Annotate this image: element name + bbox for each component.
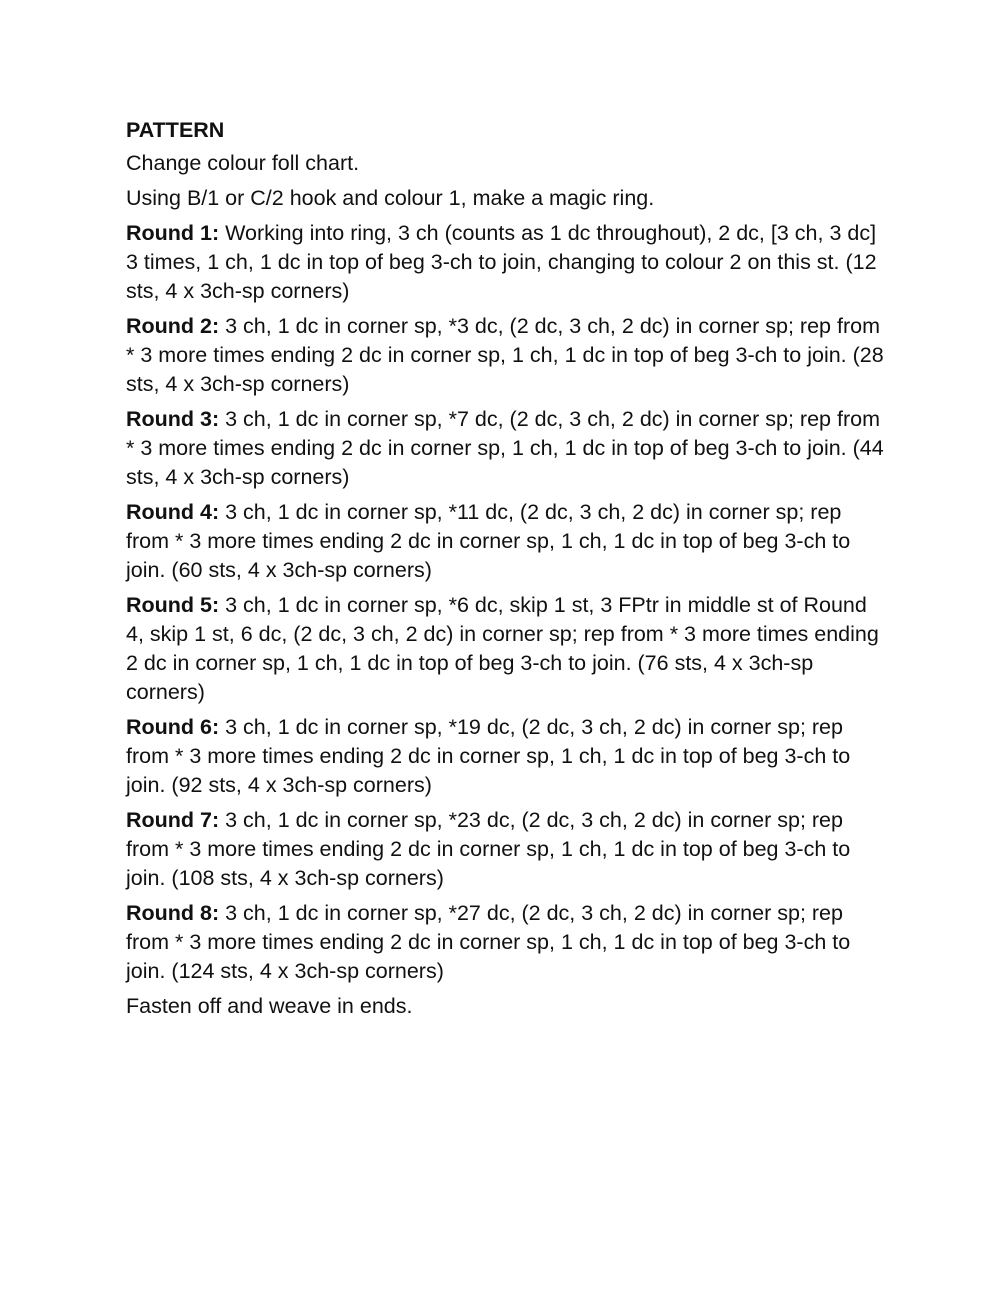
round-7-text: 3 ch, 1 dc in corner sp, *23 dc, (2 dc, 3 ch, 2 dc) in corner sp; rep from * 3 more times ending 2 dc in corner sp, 1 ch, 1 dc in top of beg 3-ch to join. (108 sts, 4 x 3ch-sp corners) <box>126 808 851 890</box>
round-3-instruction <box>126 405 886 492</box>
round-6-text: 3 ch, 1 dc in corner sp, *19 dc, (2 dc, 3 ch, 2 dc) in corner sp; rep from * 3 more times ending 2 dc in corner sp, 1 ch, 1 dc in top of beg 3-ch to join. (92 sts, 4 x 3ch-sp corners) <box>126 715 851 797</box>
intro-line-2: Using B/1 or C/2 hook and colour 1, make a magic ring. <box>126 186 655 210</box>
round-1-instruction <box>126 219 886 306</box>
round-8-label: Round 8: <box>126 901 220 925</box>
round-4-text: 3 ch, 1 dc in corner sp, *11 dc, (2 dc, 3 ch, 2 dc) in corner sp; rep from * 3 more times ending 2 dc in corner sp, 1 ch, 1 dc in top of beg 3-ch to join. (60 sts, 4 x 3ch-sp corners) <box>126 500 851 582</box>
round-6-instruction <box>126 713 886 800</box>
round-5-instruction <box>126 591 886 707</box>
pattern-content <box>126 116 886 1027</box>
round-8-instruction <box>126 899 886 986</box>
round-5-text: 3 ch, 1 dc in corner sp, *6 dc, skip 1 st, 3 FPtr in middle st of Round 4, skip 1 st, 6 dc, (2 dc, 3 ch, 2 dc) in corner sp; rep from * 3 more times ending 2 dc in corner sp, 1 ch, 1 dc in top of beg 3-ch to join. (76 sts, 4 x 3ch-sp corners) <box>126 593 879 704</box>
round-1-text: Working into ring, 3 ch (counts as 1 dc throughout), 2 dc, [3 ch, 3 dc] 3 times, 1 ch, 1 dc in top of beg 3-ch to join, changing to colour 2 on this st. (12 sts, 4 x 3ch-sp corners) <box>126 221 877 303</box>
round-2-label: Round 2: <box>126 314 220 338</box>
round-4-instruction <box>126 498 886 585</box>
round-1-label: Round 1: <box>126 221 220 245</box>
round-4-label: Round 4: <box>126 500 220 524</box>
pattern-heading: PATTERN <box>126 118 225 142</box>
closing-line: Fasten off and weave in ends. <box>126 994 413 1018</box>
round-3-text: 3 ch, 1 dc in corner sp, *7 dc, (2 dc, 3 ch, 2 dc) in corner sp; rep from * 3 more times ending 2 dc in corner sp, 1 ch, 1 dc in top of beg 3-ch to join. (44 sts, 4 x 3ch-sp corners) <box>126 407 884 489</box>
intro-line-1: Change colour foll chart. <box>126 151 360 175</box>
round-6-label: Round 6: <box>126 715 220 739</box>
round-5-label: Round 5: <box>126 593 220 617</box>
round-8-text: 3 ch, 1 dc in corner sp, *27 dc, (2 dc, 3 ch, 2 dc) in corner sp; rep from * 3 more times ending 2 dc in corner sp, 1 ch, 1 dc in top of beg 3-ch to join. (124 sts, 4 x 3ch-sp corners) <box>126 901 851 983</box>
round-2-text: 3 ch, 1 dc in corner sp, *3 dc, (2 dc, 3 ch, 2 dc) in corner sp; rep from * 3 more times ending 2 dc in corner sp, 1 ch, 1 dc in top of beg 3-ch to join. (28 sts, 4 x 3ch-sp corners) <box>126 314 884 396</box>
round-7-instruction <box>126 806 886 893</box>
round-3-label: Round 3: <box>126 407 220 431</box>
round-7-label: Round 7: <box>126 808 220 832</box>
round-2-instruction <box>126 312 886 399</box>
